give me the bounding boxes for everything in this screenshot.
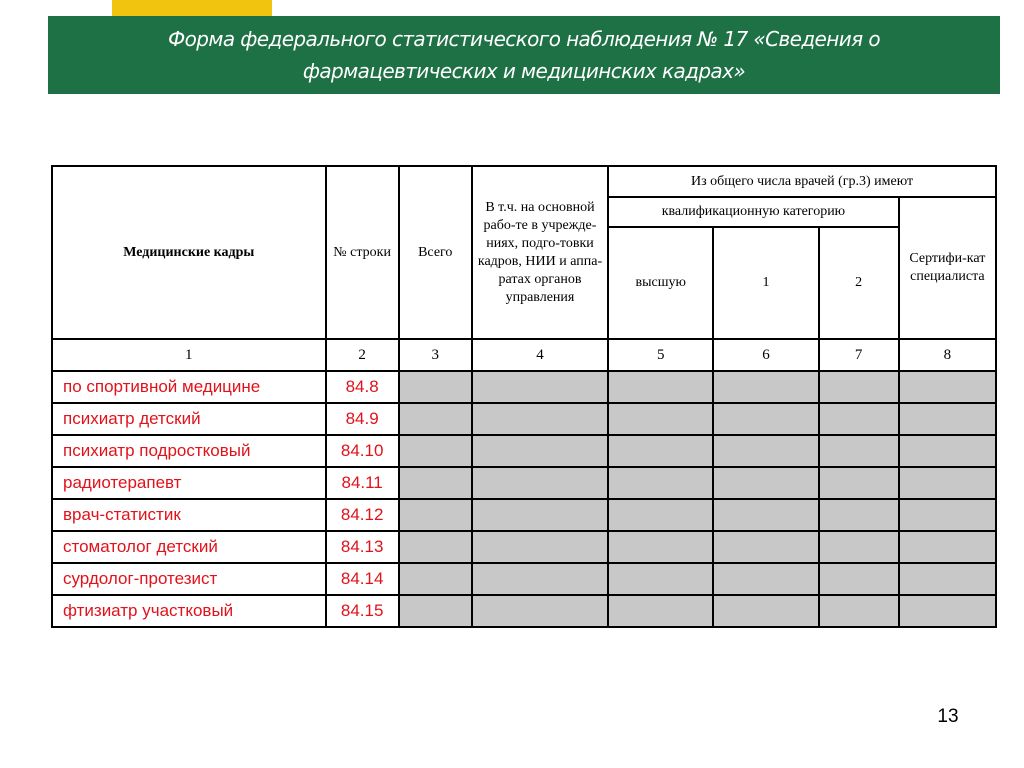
row-code: 84.10	[326, 435, 399, 467]
empty-value-cell	[399, 403, 472, 435]
staff-name: психиатр подростковый	[52, 435, 326, 467]
empty-value-cell	[819, 371, 899, 403]
empty-value-cell	[608, 595, 713, 627]
column-number: 7	[819, 339, 899, 371]
empty-value-cell	[713, 435, 818, 467]
row-code: 84.8	[326, 371, 399, 403]
empty-value-cell	[399, 563, 472, 595]
empty-value-cell	[819, 403, 899, 435]
column-number: 3	[399, 339, 472, 371]
empty-value-cell	[399, 435, 472, 467]
table-row	[52, 499, 996, 531]
empty-value-cell	[472, 595, 608, 627]
header-qualification-category: квалификационную категорию	[608, 197, 899, 227]
empty-value-cell	[899, 467, 996, 499]
table-row	[52, 371, 996, 403]
header-main-work: В т.ч. на основной рабо-те в учрежде-ниях, подго-товки кадров, НИИ и аппа-ратах органов управления	[472, 166, 608, 339]
empty-value-cell	[608, 531, 713, 563]
staff-name: по спортивной медицине	[52, 371, 326, 403]
empty-value-cell	[713, 595, 818, 627]
empty-value-cell	[472, 563, 608, 595]
table-row	[52, 595, 996, 627]
column-number: 8	[899, 339, 996, 371]
empty-value-cell	[819, 435, 899, 467]
empty-value-cell	[713, 467, 818, 499]
table-row	[52, 531, 996, 563]
staff-name: психиатр детский	[52, 403, 326, 435]
staff-name: фтизиатр участковый	[52, 595, 326, 627]
table-row	[52, 563, 996, 595]
table-row	[52, 435, 996, 467]
row-code: 84.9	[326, 403, 399, 435]
staff-table	[51, 165, 997, 628]
staff-name: стоматолог детский	[52, 531, 326, 563]
empty-value-cell	[472, 435, 608, 467]
row-code: 84.14	[326, 563, 399, 595]
empty-value-cell	[608, 403, 713, 435]
empty-value-cell	[899, 435, 996, 467]
empty-value-cell	[899, 403, 996, 435]
accent-bar	[112, 0, 272, 16]
column-number: 6	[713, 339, 818, 371]
empty-value-cell	[608, 499, 713, 531]
header-second: 2	[819, 227, 899, 339]
empty-value-cell	[399, 371, 472, 403]
empty-value-cell	[472, 403, 608, 435]
empty-value-cell	[713, 403, 818, 435]
page-number: 13	[937, 706, 959, 727]
column-number: 2	[326, 339, 399, 371]
staff-name: сурдолог-протезист	[52, 563, 326, 595]
empty-value-cell	[608, 435, 713, 467]
empty-value-cell	[713, 563, 818, 595]
header-group-of-doctors: Из общего числа врачей (гр.3) имеют	[608, 166, 996, 197]
empty-value-cell	[899, 563, 996, 595]
title-banner	[48, 16, 1000, 94]
empty-value-cell	[399, 531, 472, 563]
empty-value-cell	[713, 371, 818, 403]
empty-value-cell	[819, 563, 899, 595]
empty-value-cell	[399, 467, 472, 499]
row-code: 84.15	[326, 595, 399, 627]
column-number-row	[52, 339, 996, 371]
empty-value-cell	[608, 563, 713, 595]
empty-value-cell	[608, 467, 713, 499]
empty-value-cell	[472, 467, 608, 499]
empty-value-cell	[713, 499, 818, 531]
empty-value-cell	[819, 531, 899, 563]
staff-name: радиотерапевт	[52, 467, 326, 499]
empty-value-cell	[713, 531, 818, 563]
empty-value-cell	[472, 531, 608, 563]
table-row	[52, 403, 996, 435]
header-total: Всего	[399, 166, 472, 339]
empty-value-cell	[819, 467, 899, 499]
empty-value-cell	[472, 499, 608, 531]
empty-value-cell	[399, 595, 472, 627]
header-highest: высшую	[608, 227, 713, 339]
empty-value-cell	[899, 595, 996, 627]
empty-value-cell	[899, 499, 996, 531]
empty-value-cell	[899, 531, 996, 563]
header-first: 1	[713, 227, 818, 339]
column-number: 5	[608, 339, 713, 371]
slide-title: Форма федерального статистического наблюдения № 17 «Сведения о фармацевтических и медицинских кадрах»	[168, 27, 880, 83]
empty-value-cell	[399, 499, 472, 531]
row-code: 84.13	[326, 531, 399, 563]
column-number: 4	[472, 339, 608, 371]
header-specialist-certificate: Сертифи-кат специалиста	[899, 197, 996, 339]
empty-value-cell	[819, 595, 899, 627]
header-medical-staff: Медицинские кадры	[52, 166, 326, 339]
staff-name: врач-статистик	[52, 499, 326, 531]
row-code: 84.11	[326, 467, 399, 499]
table-row	[52, 467, 996, 499]
empty-value-cell	[472, 371, 608, 403]
column-number: 1	[52, 339, 326, 371]
empty-value-cell	[608, 371, 713, 403]
header-row-number: № строки	[326, 166, 399, 339]
row-code: 84.12	[326, 499, 399, 531]
empty-value-cell	[819, 499, 899, 531]
empty-value-cell	[899, 371, 996, 403]
